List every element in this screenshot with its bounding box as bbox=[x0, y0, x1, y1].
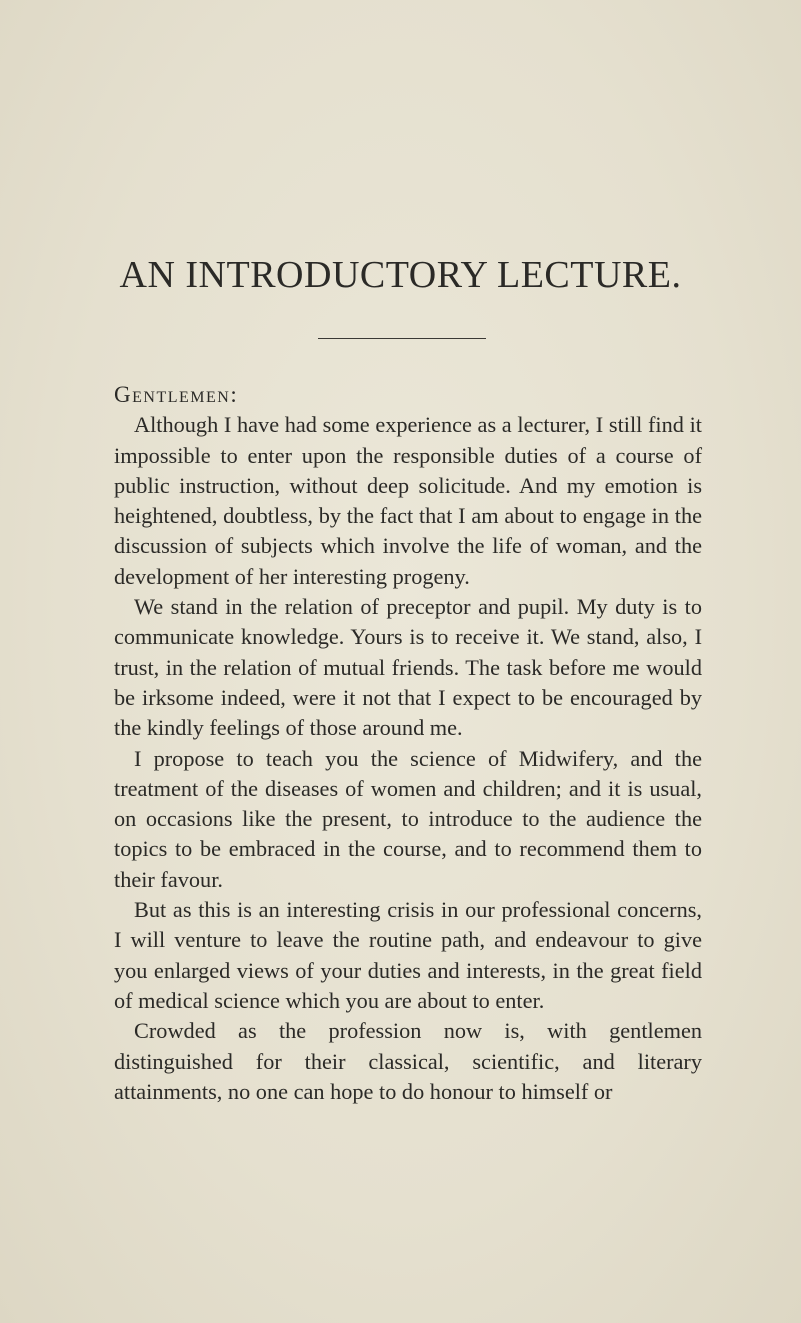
title-divider bbox=[318, 338, 486, 339]
body-text bbox=[114, 380, 702, 1107]
salutation: Gentlemen: bbox=[114, 382, 239, 407]
page-title: AN INTRODUCTORY LECTURE. bbox=[119, 254, 682, 296]
paragraph: I propose to teach you the science of Midwifery, and the treatment of the diseases of women and children; and it is usual, on occasions like the present, to introduce to the audience the topics to be embraced in the course, and to recommend them to their favour. bbox=[114, 745, 702, 892]
paragraph: Although I have had some experience as a lecturer, I still find it impossible to enter upon the responsible duties of a course of public instruction, without deep solicitude. And my emotion is heightened, doubtless, by the fact that I am about to engage in the discussion of subjects which involve the life of woman, and the development of her interesting progeny. bbox=[114, 412, 702, 589]
paragraph: Crowded as the profession now is, with gentlemen distinguished for their classical, scientific, and literary attainments, no one can hope to do honour to himself or bbox=[114, 1018, 702, 1104]
paragraph: We stand in the relation of preceptor and pupil. My duty is to communicate knowledge. Yours is to receive it. We stand, also, I trust, in the relation of mutual friends. The task before me would be irksome indeed, were it not that I expect to be encouraged by the kindly feelings of those around me. bbox=[114, 594, 702, 741]
paragraph: But as this is an interesting crisis in our professional concerns, I will venture to leave the routine path, and endeavour to give you enlarged views of your duties and interests, in the great field of medical science which you are about to enter. bbox=[114, 897, 702, 1013]
